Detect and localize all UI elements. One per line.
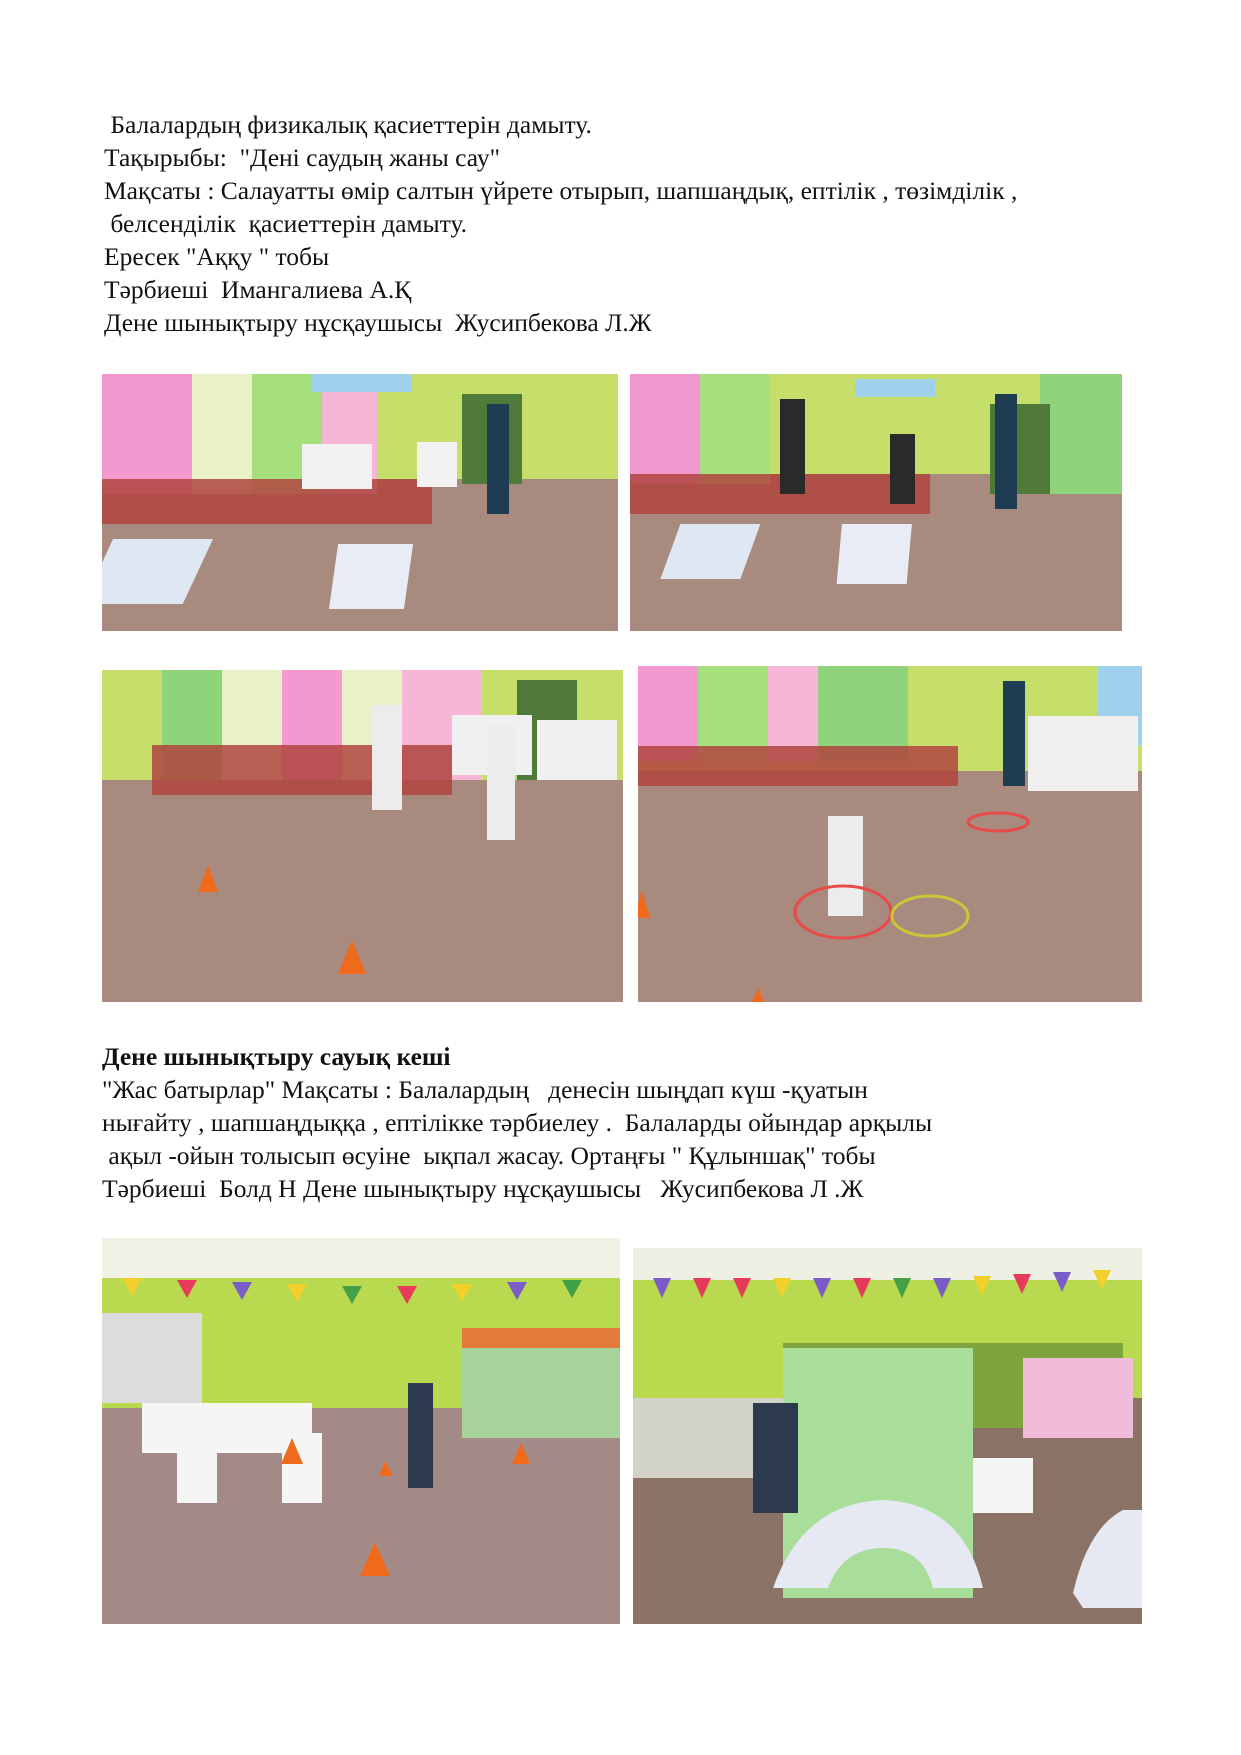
topic-line: Тақырыбы: "Дені саудың жаны сау" xyxy=(104,143,500,172)
event-text-block xyxy=(102,1040,932,1205)
doc-title-line: Балалардың физикалық қасиеттерін дамыту. xyxy=(104,110,592,139)
group-line: Ересек "Аққу " тобы xyxy=(104,242,330,271)
intro-text-block xyxy=(104,108,1017,339)
event-heading: Дене шынықтыру сауық кеші xyxy=(102,1042,451,1071)
event-goal-line: "Жас батырлар" Мақсаты : Балалардың денесін шыңдап күш -қуатын xyxy=(102,1075,868,1104)
photo-child-jumping-on-mat xyxy=(630,374,1122,631)
photo-children-running-with-cones xyxy=(102,1238,620,1624)
event-goal-line-3: ақыл -ойын толысып өсуіне ықпал жасау. Ортаңғы " Құлыншақ" тобы xyxy=(102,1141,876,1170)
photo-children-lineup xyxy=(102,374,618,631)
goal-line: Мақсаты : Салауатты өмір салтын үйрете отырып, шапшаңдық, ептілік , төзімділік , xyxy=(104,176,1018,205)
event-goal-line-2: нығайту , шапшаңдыққа , ептілікке тәрбиелеу . Балаларды ойындар арқылы xyxy=(102,1108,933,1137)
goal-continuation-line: белсенділік қасиеттерін дамыту. xyxy=(104,209,468,238)
instructor-line: Дене шынықтыру нұсқаушысы Жусипбекова Л.Ж xyxy=(104,308,652,337)
photo-child-crawling-through-tunnel xyxy=(633,1248,1142,1624)
event-staff-line: Тәрбиеші Болд Н Дене шынықтыру нұсқаушысы Жусипбекова Л .Ж xyxy=(102,1174,864,1203)
photo-hoop-jumping xyxy=(638,666,1142,1002)
teacher-line: Тәрбиеші Имангалиева А.Қ xyxy=(104,275,412,304)
photo-sack-race xyxy=(102,670,623,1002)
